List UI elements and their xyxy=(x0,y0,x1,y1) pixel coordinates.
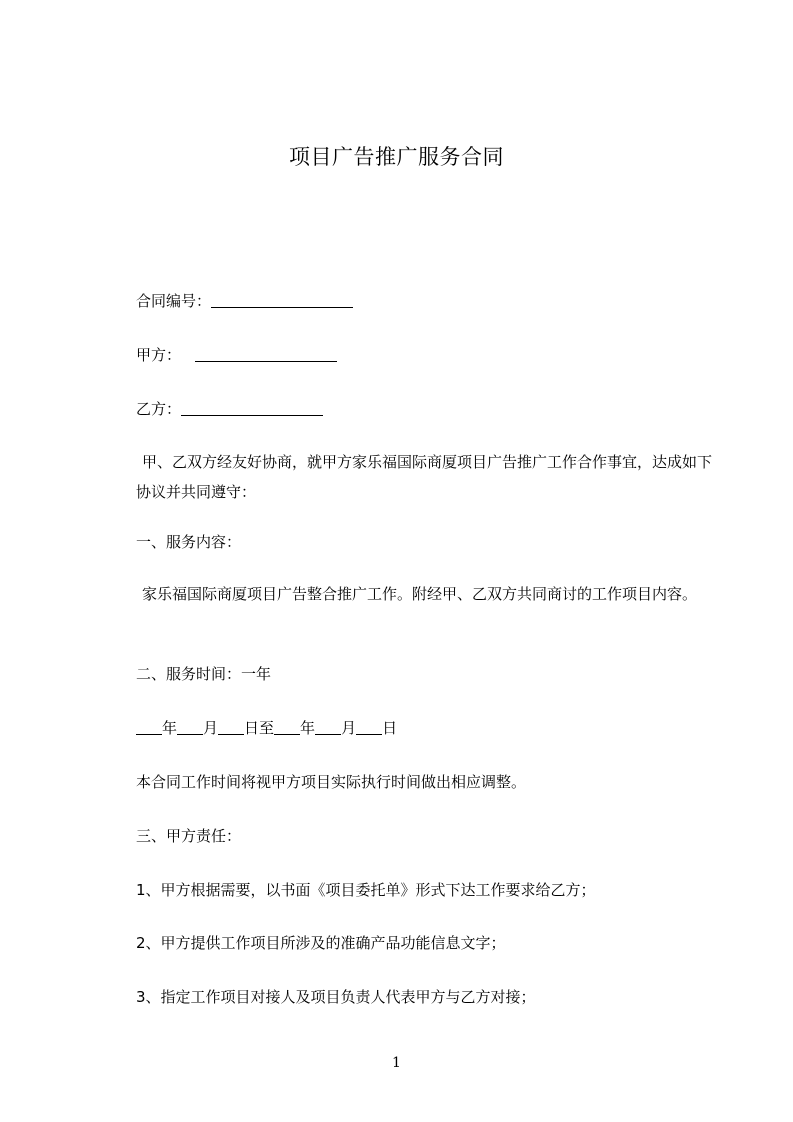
section2-note: 本合同工作时间将视甲方项目实际执行时间做出相应调整。 xyxy=(136,773,527,791)
section3-heading: 三、甲方责任： xyxy=(136,827,242,845)
date-month1: 月 xyxy=(203,719,219,737)
intro-paragraph: 甲、乙双方经友好协商，就甲方家乐福国际商厦项目广告推广工作合作事宜，达成如下协议并共同遵守： xyxy=(136,453,713,501)
party-a-blank xyxy=(195,347,337,362)
contract-number-blank xyxy=(211,293,353,308)
contract-number-line xyxy=(136,291,353,311)
list-item-1: 1、甲方根据需要，以书面《项目委托单》形式下达工作要求给乙方； xyxy=(136,881,596,899)
section2-heading: 二、服务时间：一年 xyxy=(136,665,272,683)
date-day1: 日至 xyxy=(244,719,275,737)
date-range xyxy=(136,718,397,738)
party-b-label: 乙方： xyxy=(136,400,182,418)
party-a-label: 甲方： xyxy=(136,346,182,364)
party-a-line xyxy=(136,345,337,365)
date-year1: 年 xyxy=(162,719,178,737)
section1-heading: 一、服务内容： xyxy=(136,533,242,551)
list-item-2: 2、甲方提供工作项目所涉及的准确产品功能信息文字； xyxy=(136,934,506,952)
page-number: 1 xyxy=(392,1055,401,1071)
section1-text: 家乐福国际商厦项目广告整合推广工作。附经甲、乙双方共同商讨的工作项目内容。 xyxy=(142,585,698,603)
party-b-line xyxy=(136,399,323,419)
date-year2: 年 xyxy=(300,719,316,737)
list-item-3: 3、指定工作项目对接人及项目负责人代表甲方与乙方对接； xyxy=(136,988,536,1006)
party-b-blank xyxy=(181,401,323,416)
date-day2: 日 xyxy=(382,719,398,737)
date-month2: 月 xyxy=(341,719,357,737)
contract-number-label: 合同编号： xyxy=(136,292,212,310)
document-title: 项目广告推广服务合同 xyxy=(289,145,504,169)
